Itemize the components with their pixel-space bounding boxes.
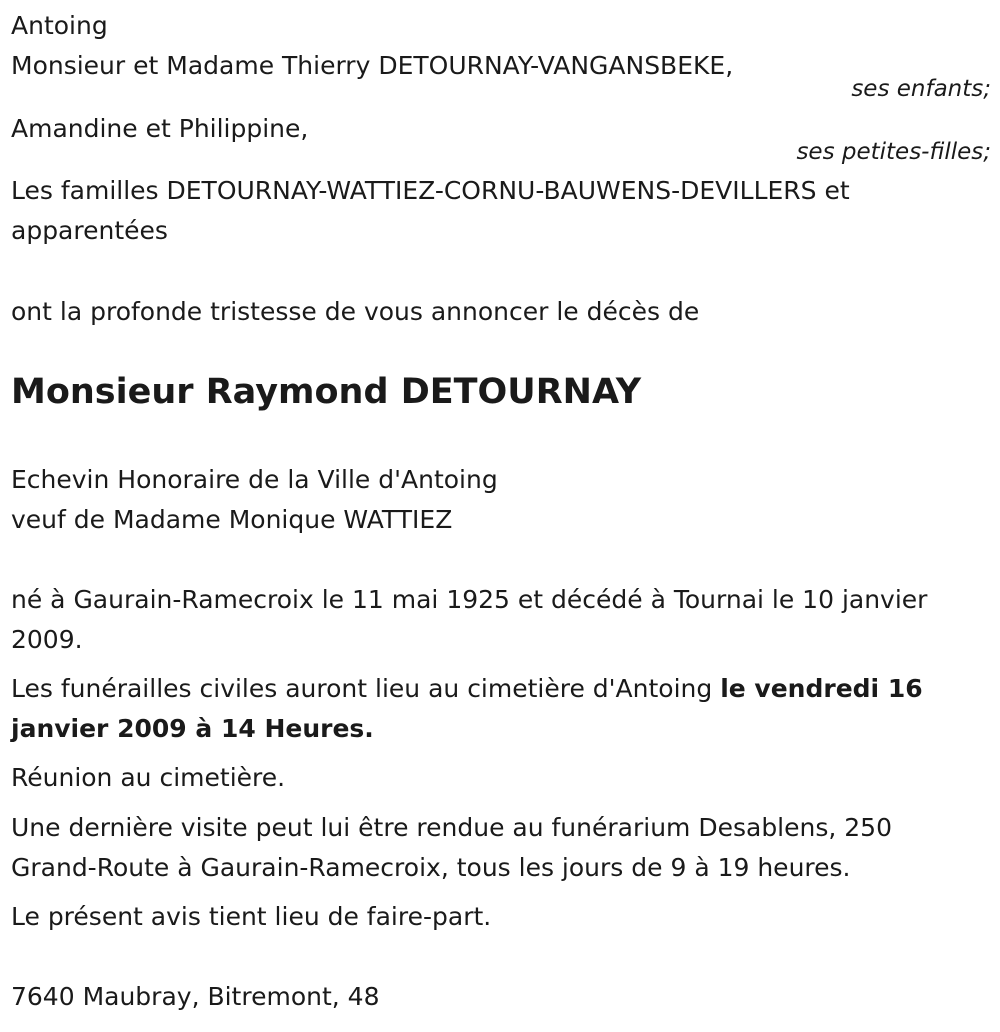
- intro-line: ont la profonde tristesse de vous annoncer le décès de: [11, 297, 700, 326]
- funeral-text: Les funérailles civiles auront lieu au cimetière d'Antoing: [11, 674, 721, 703]
- visit-line-2: Grand-Route à Gaurain-Ramecroix, tous les jours de 9 à 19 heures.: [11, 853, 851, 882]
- place-line: Antoing: [11, 11, 108, 40]
- grandchildren-role: ses petites-filles;: [796, 139, 991, 165]
- children-line: Monsieur et Madame Thierry DETOURNAY-VANGANSBEKE,: [11, 51, 734, 80]
- families-line-2: apparentées: [11, 216, 168, 245]
- honorary-title: Echevin Honoraire de la Ville d'Antoing: [11, 465, 498, 494]
- widower-line: veuf de Madame Monique WATTIEZ: [11, 505, 453, 534]
- meeting-line: Réunion au cimetière.: [11, 763, 286, 792]
- funeral-line-1: [11, 669, 923, 709]
- notice-line: Le présent avis tient lieu de faire-part.: [11, 902, 492, 931]
- deceased-name: Monsieur Raymond DETOURNAY: [11, 372, 642, 412]
- funeral-date-part-2: janvier 2009 à 14 Heures.: [11, 714, 374, 743]
- birth-death-line-1: né à Gaurain-Ramecroix le 11 mai 1925 et décédé à Tournai le 10 janvier: [11, 585, 928, 614]
- birth-death-line-2: 2009.: [11, 625, 83, 654]
- funeral-date-part-1: le vendredi 16: [720, 674, 923, 703]
- grandchildren-line: Amandine et Philippine,: [11, 114, 309, 143]
- address-line: 7640 Maubray, Bitremont, 48: [11, 982, 380, 1011]
- visit-line-1: Une dernière visite peut lui être rendue au funérarium Desablens, 250: [11, 813, 892, 842]
- children-role: ses enfants;: [851, 76, 991, 102]
- families-line-1: Les familles DETOURNAY-WATTIEZ-CORNU-BAUWENS-DEVILLERS et: [11, 176, 850, 205]
